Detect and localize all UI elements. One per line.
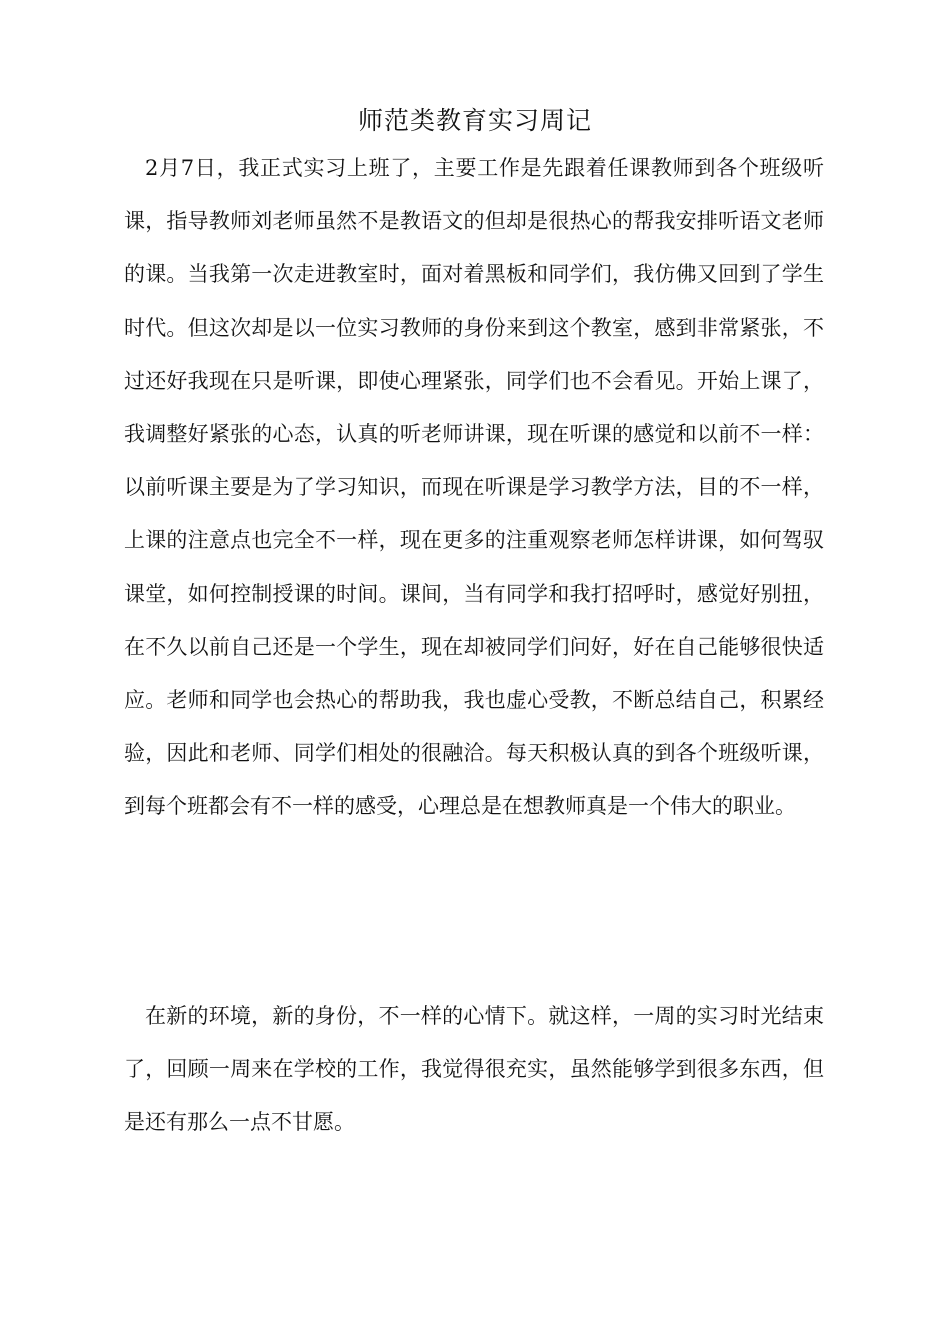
paragraph-1: 2月7日，我正式实习上班了，主要工作是先跟着任课教师到各个班级听课，指导教师刘老师虽然不是教语文的但却是很热心的帮我安排听语文老师的课。当我第一次走进教室时，面对着黑板和同学们，我仿佛又回到了学生时代。但这次却是以一位实习教师的身份来到这个教室，感到非常紧张，不过还好我现在只是听课，即使心理紧张，同学们也不会看见。开始上课了，我调整好紧张的心态，认真的听老师讲课，现在听课的感觉和以前不一样：以前听课主要是为了学习知识，而现在听课是学习教学方法，目的不一样，上课的注意点也完全不一样，现在更多的注重观察老师怎样讲课，如何驾驭课堂，如何控制授课的时间。课间，当有同学和我打招呼时，感觉好别扭，在不久以前自己还是一个学生，现在却被同学们问好，好在自己能够很快适应。老师和同学也会热心的帮助我，我也虚心受教，不断总结自己，积累经验，因此和老师、同学们相处的很融洽。每天积极认真的到各个班级听课，到每个班都会有不一样的感受，心理总是在想教师真是一个伟大的职业。: [124, 156, 824, 819]
paragraph-2: 在新的环境，新的身份，不一样的心情下。就这样，一周的实习时光结束了，回顾一周来在学校的工作，我觉得很充实，虽然能够学到很多东西，但是还有那么一点不甘愿。: [124, 1004, 824, 1135]
document-title: 师范类教育实习周记: [357, 106, 592, 135]
